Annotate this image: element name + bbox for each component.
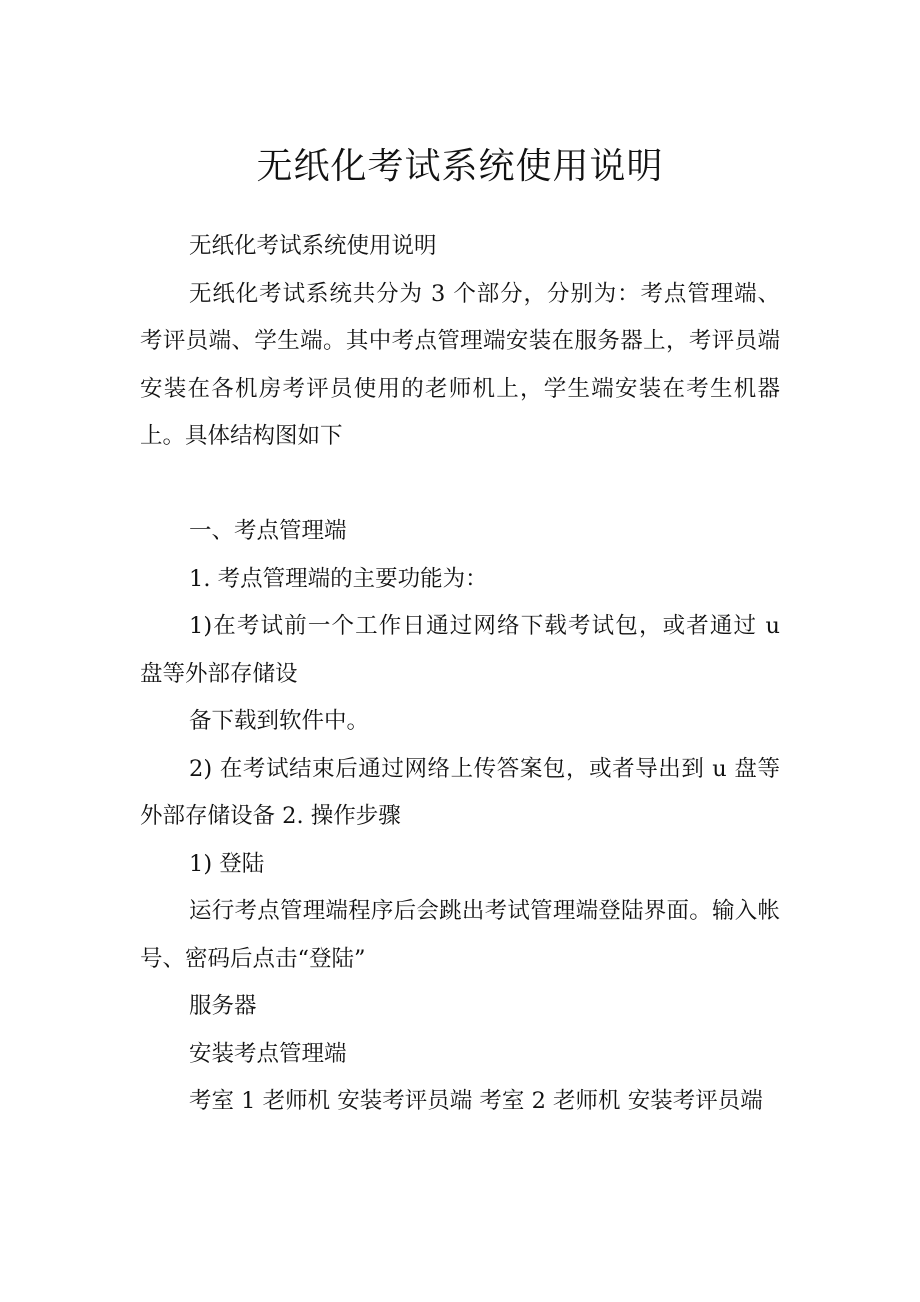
- paragraph-rooms: 考室 1 老师机 安装考评员端 考室 2 老师机 安装考评员端: [189, 1088, 763, 1114]
- paragraph-function-2: 2) 在考试结束后通过网络上传答案包，或者导出到 u 盘等外部存储设备 2. 操作步骤: [140, 755, 780, 829]
- paragraph-function-1: 1)在考试前一个工作日通过网络下载考试包，或者通过 u 盘等外部存储设: [140, 613, 780, 687]
- paragraph-install-admin: 安装考点管理端: [189, 1040, 347, 1067]
- paragraph-server: 服务器: [189, 993, 257, 1019]
- section-heading: 一、考点管理端: [189, 518, 347, 544]
- document-title: 无纸化考试系统使用说明: [256, 146, 664, 187]
- paragraph-overview: 无纸化考试系统共分为 3 个部分，分别为：考点管理端、考评员端、学生端。其中考点管理端安装在服务器上，考评员端安装在各机房考评员使用的老师机上，学生端安装在考生机器上。具体结构图如下: [140, 280, 780, 449]
- paragraph-functions-heading: 1. 考点管理端的主要功能为：: [189, 565, 488, 592]
- paragraph-subtitle: 无纸化考试系统使用说明: [189, 233, 437, 259]
- paragraph-function-1-cont: 备下载到软件中。: [189, 708, 370, 734]
- paragraph-step-login: 1) 登陆: [189, 850, 265, 877]
- paragraph-login-desc: 运行考点管理端程序后会跳出考试管理端登陆界面。输入帐号、密码后点击“登陆”: [140, 898, 780, 972]
- document-body: [140, 223, 780, 1126]
